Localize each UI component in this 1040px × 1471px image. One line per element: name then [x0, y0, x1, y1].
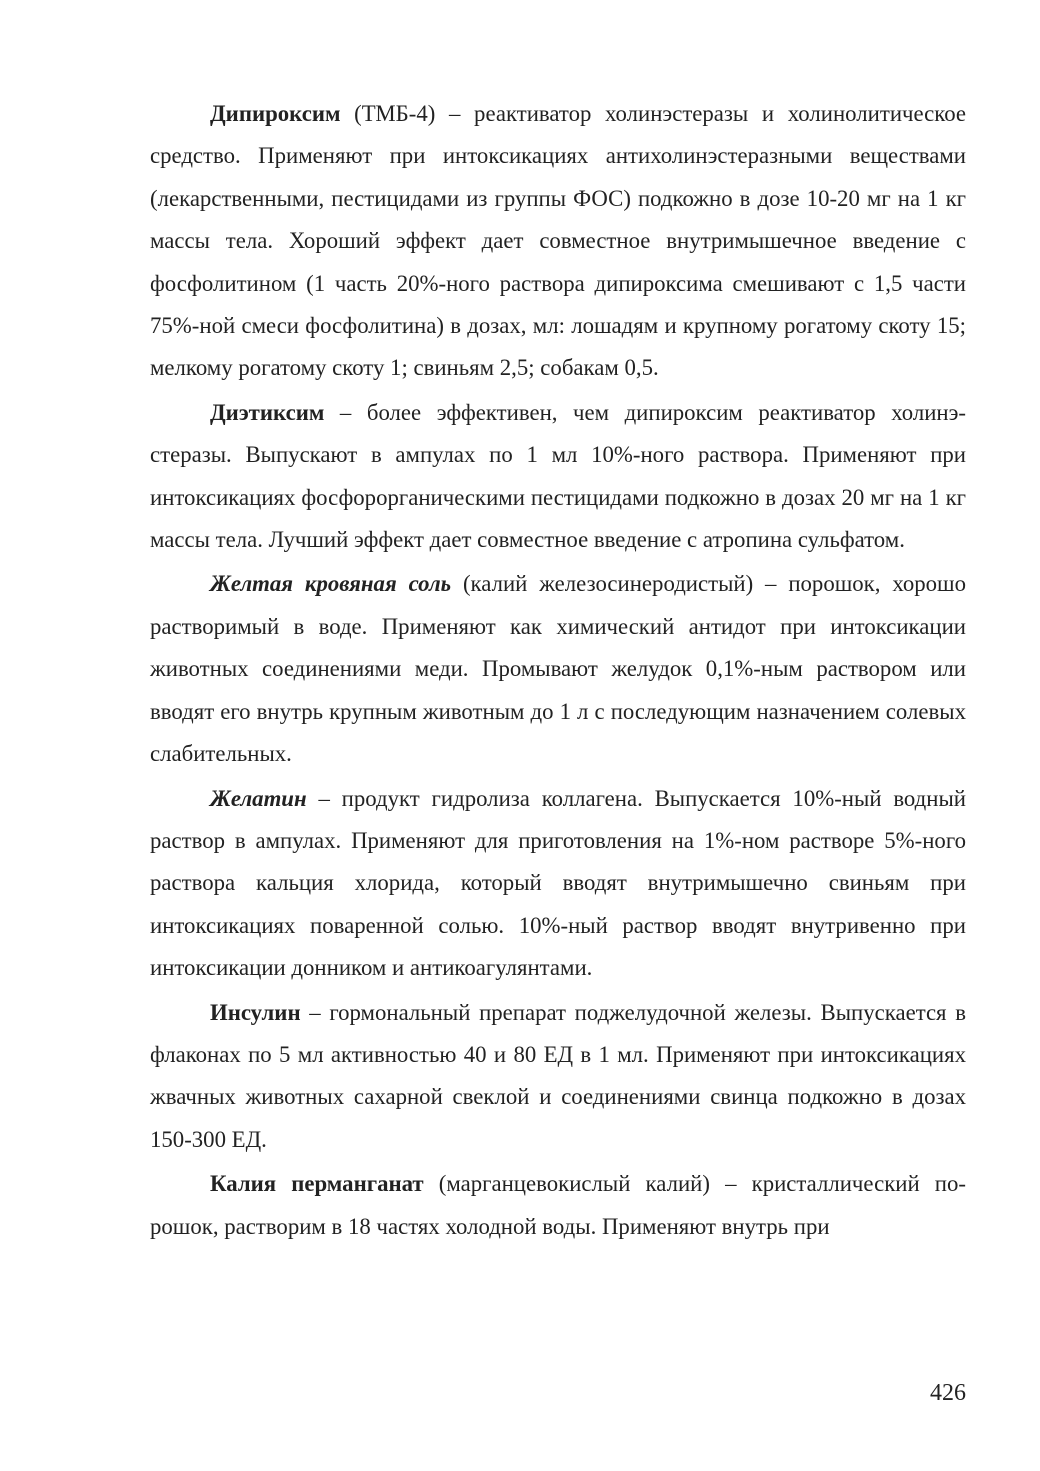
paragraph-text: – гормональный препарат поджелудочной железы. Выпускается в флаконах по 5 мл активностью 40 и 80 ЕД в 1 мл. Применяют при интоксикациях жвачных животных сахарной свеклой и соединениями свинца подкожно в дозах 150-300 ЕД.	[150, 999, 966, 1152]
paragraph-zheltaya-krovyanaya-sol	[150, 563, 966, 775]
term-kaliya-permanganat: Калия перманганат	[210, 1171, 424, 1197]
term-dietiksim: Диэтиксим	[210, 399, 325, 425]
paragraph-text: (ТМБ-4) – реактиватор холинэстеразы и холинолитическое средство. Применяют при интоксикациях антихолинэстеразными веществами (лекарственными, пестицидами из группы ФОС) подкожно в дозе 10-20 мг на 1 кг массы тела. Хороший эффект дает совместное внутримышечное введение с фосфолитином (1 часть 20%-ного раствора дипироксима смешивают с 1,5 части 75%-ной смеси фосфолитина) в дозах, мл: лошадям и крупному рогатому скоту 15; мелкому рогатому скоту 1; свиньям 2,5; собакам 0,5.	[150, 101, 966, 381]
page-body	[150, 93, 966, 1250]
term-zheltaya-krovyanaya-sol: Желтая кровяная соль	[210, 571, 452, 597]
paragraph-text: – продукт гидролиза коллагена. Выпускается 10%-ный водный раствор в ампулах. Применяют для приготовления на 1%-ном растворе 5%-ного раствора кальция хлорида, который вводят внутримышечно свиньям при интоксикациях поваренной солью. 10%-ный раствор вводят внутривенно при интоксикации донником и антикоагулянтами.	[150, 785, 966, 981]
page-number: 426	[930, 1380, 966, 1406]
term-dipiroksim: Дипироксим	[210, 101, 341, 126]
paragraph-text: (калий железосинеродистый) – порошок, хорошо растворимый в воде. Применяют как химический антидот при интоксикации животных соединениями меди. Промывают желудок 0,1%-ным раствором или вводят его внутрь крупным животным до 1 л с последующим назначением солевых слабительных.	[150, 571, 966, 767]
paragraph-zhelatin	[150, 778, 966, 990]
paragraph-kaliya-permanganat	[150, 1163, 966, 1248]
paragraph-text: – более эффективен, чем дипироксим реактиватор холинэстеразы. Выпускают в ампулах по 1 мл 10%-ного раствора. Применяют при интоксикациях фосфорорганическими пестицидами подкожно в дозах 20 мг на 1 кг массы тела. Лучший эффект дает совместное введение с атропина сульфатом.	[150, 399, 966, 553]
paragraph-dipiroksim	[150, 93, 966, 390]
term-insulin: Инсулин	[210, 999, 301, 1025]
term-zhelatin: Желатин	[210, 785, 307, 811]
paragraph-dietiksim	[150, 392, 966, 562]
paragraph-insulin	[150, 992, 966, 1162]
paragraph-text: (марганцевокислый калий) – кристаллический порошок, растворим в 18 частях холодной воды. Применяют внутрь при	[150, 1171, 966, 1239]
